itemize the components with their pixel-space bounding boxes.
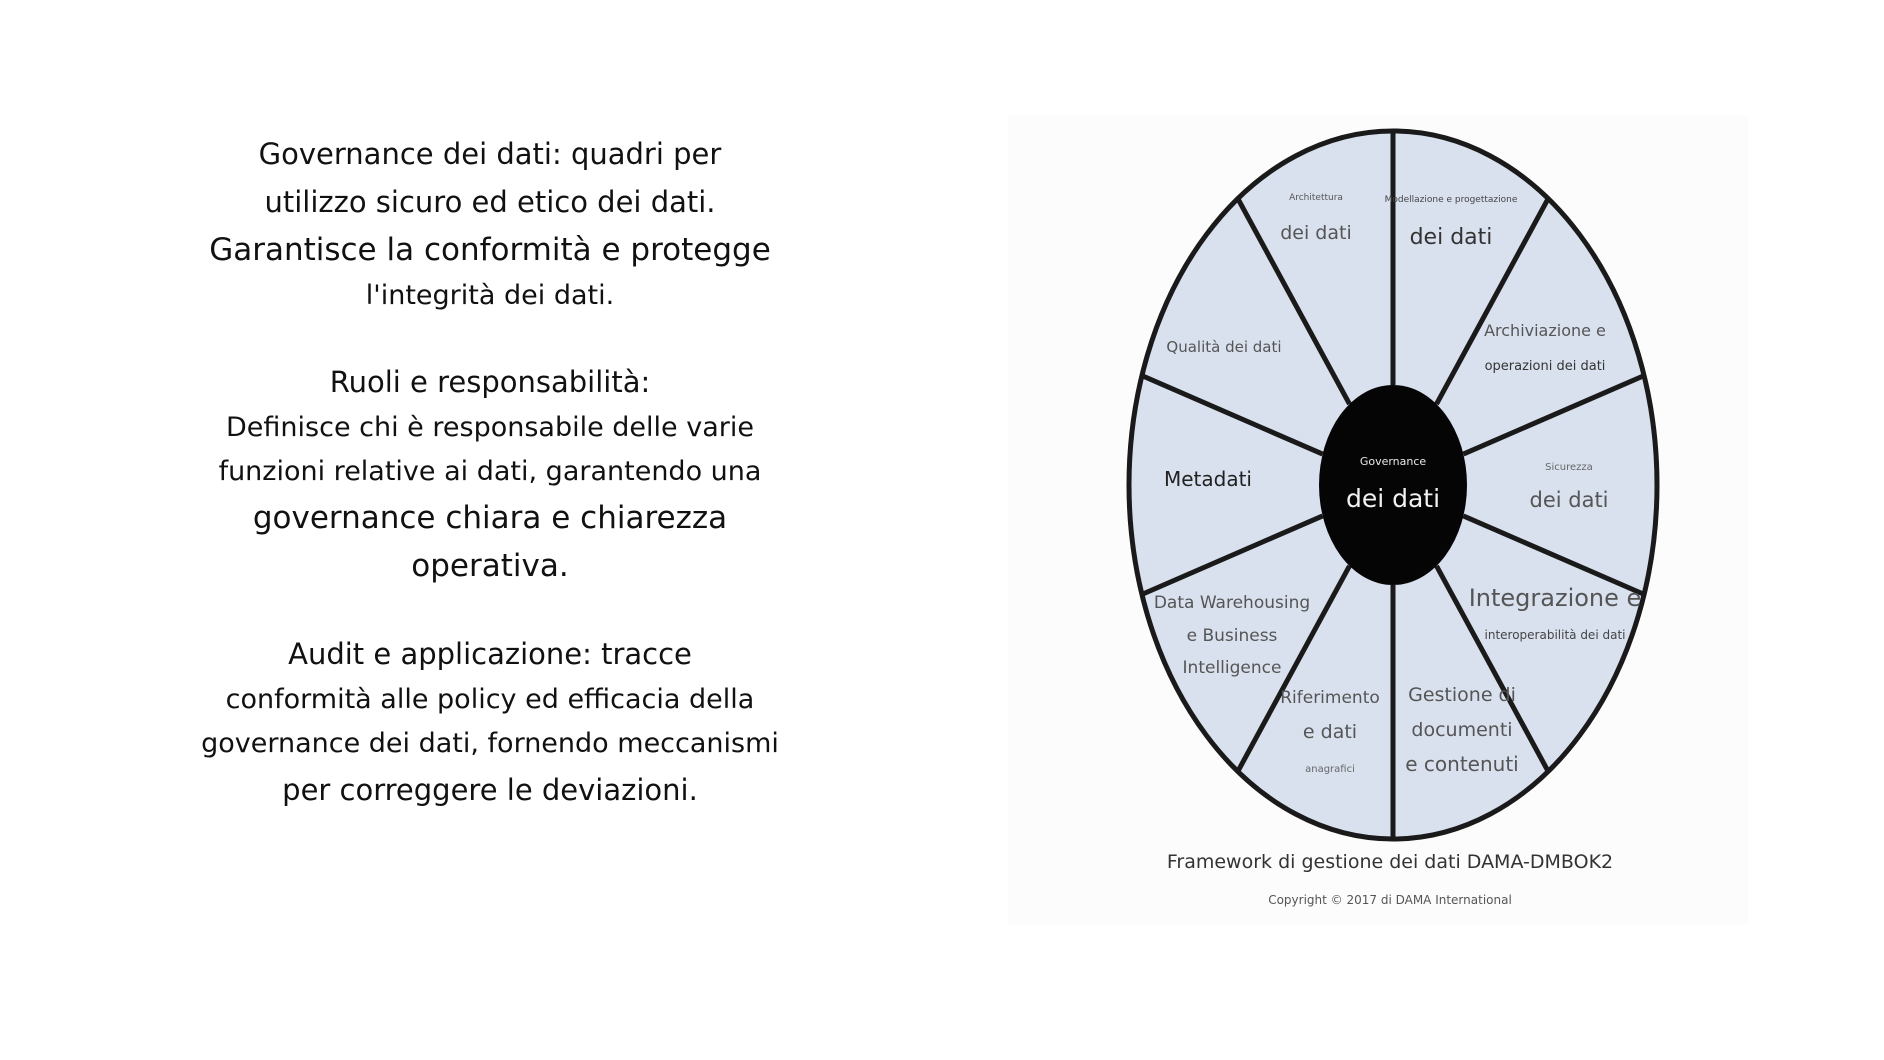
text-line: governance chiara e chiarezza (252, 500, 728, 536)
segment-architettura-small: Architettura (1289, 193, 1343, 203)
segment-dw-line3: Intelligence (1182, 658, 1282, 678)
segment-dw-line2: e Business (1186, 626, 1278, 646)
text-line: l'integrità dei dati. (365, 280, 615, 311)
segment-modellazione-label: dei dati (1409, 225, 1493, 250)
wheel-svg (1008, 115, 1748, 925)
text-line: per correggere le deviazioni. (282, 773, 698, 807)
segment-riferimento-line2: e dati (1302, 721, 1358, 743)
segment-dw-line1: Data Warehousing (1153, 593, 1311, 613)
segment-archiviazione-small: operazioni dei dati (1484, 359, 1606, 374)
text-line: utilizzo sicuro ed etico dei dati. (264, 185, 716, 219)
segment-archiviazione-label: Archiviazione e (1484, 321, 1606, 340)
hub-label-small: Governance (1359, 455, 1427, 468)
segment-riferimento-small: anagrafici (1305, 764, 1355, 775)
text-line: Garantisce la conformità e protegge (209, 232, 771, 268)
paragraph-governance (200, 130, 780, 318)
segment-architettura-label: dei dati (1280, 222, 1352, 244)
segment-integrazione-small: interoperabilità dei dati (1484, 628, 1626, 642)
segment-integrazione-label: Integrazione e (1468, 584, 1642, 612)
paragraph-roles (200, 358, 780, 590)
segment-metadati-label: Metadati (1163, 467, 1253, 491)
diagram-caption: Framework di gestione dei dati DAMA-DMBOK2 (1166, 851, 1614, 873)
text-line: Governance dei dati: quadri per (258, 137, 722, 171)
text-line: conformità alle policy ed efficacia della (225, 684, 755, 715)
segment-gestione-line1: Gestione di (1408, 684, 1516, 706)
text-line: operativa. (411, 548, 569, 584)
dmbok-wheel-diagram (1008, 115, 1748, 925)
paragraph-audit (200, 630, 780, 814)
hub-label-large: dei dati (1345, 484, 1441, 513)
segment-gestione-line2: documenti (1411, 719, 1513, 741)
text-line: governance dei dati, fornendo meccanismi (201, 728, 779, 759)
description-text-column (200, 130, 780, 854)
segment-sicurezza-label: dei dati (1529, 488, 1609, 512)
segment-gestione-line3: e contenuti (1405, 752, 1519, 776)
text-line: Definisce chi è responsabile delle varie (226, 412, 754, 443)
segment-riferimento-line1: Riferimento (1280, 688, 1380, 708)
text-line: Audit e applicazione: tracce (288, 637, 692, 671)
segment-qualita-label: Qualità dei dati (1166, 338, 1282, 356)
segment-sicurezza-small: Sicurezza (1545, 462, 1593, 473)
text-line: Ruoli e responsabilità: (329, 365, 651, 399)
diagram-copyright: Copyright © 2017 di DAMA International (1268, 893, 1512, 907)
text-line: funzioni relative ai dati, garantendo una (218, 456, 762, 487)
segment-modellazione-small: Modellazione e progettazione (1384, 195, 1518, 205)
